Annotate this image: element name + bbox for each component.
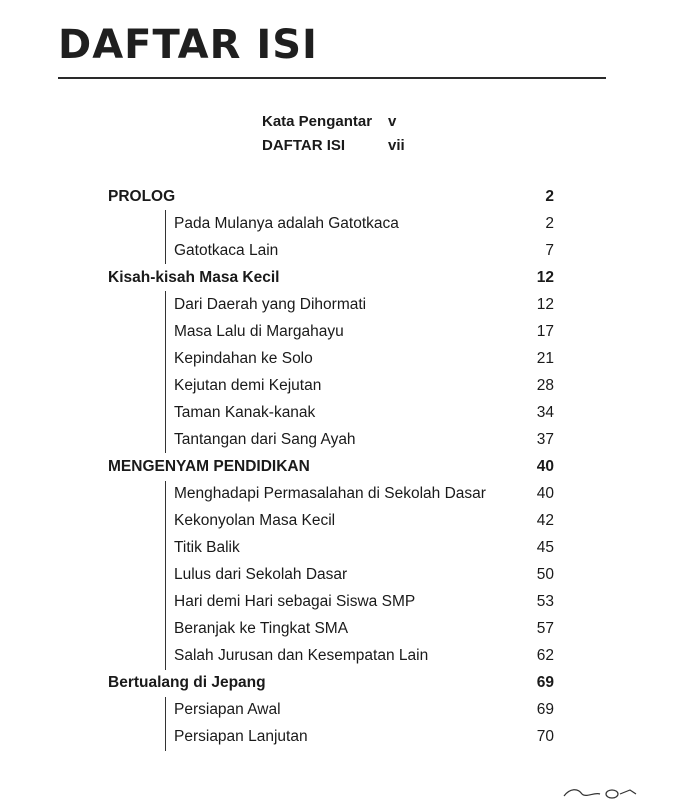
toc-section-row	[108, 237, 558, 264]
toc-chapter-title: PROLOG	[108, 187, 176, 205]
toc-section-title: Menghadapi Permasalahan di Sekolah Dasar	[174, 485, 486, 503]
toc-page-number: 21	[536, 349, 554, 367]
toc-page-number: 69	[536, 674, 554, 692]
toc-page-number: 12	[536, 295, 554, 313]
front-matter-label: Kata Pengantar	[262, 112, 373, 130]
toc-section-row	[108, 697, 558, 724]
toc-section-title: Hari demi Hari sebagai Siswa SMP	[174, 593, 416, 611]
decorative-doodle-icon	[560, 782, 640, 800]
toc-section-title: Salah Jurusan dan Kesempatan Lain	[174, 647, 429, 665]
front-matter-list	[262, 109, 405, 157]
toc-section-row	[108, 643, 558, 670]
toc-page-number: 28	[536, 376, 554, 394]
toc-chapter-row	[108, 264, 558, 291]
toc-section-title: Kejutan demi Kejutan	[174, 376, 322, 394]
toc-section-row	[108, 508, 558, 535]
front-matter-label: DAFTAR ISI	[262, 136, 346, 154]
toc-section-row	[108, 535, 558, 562]
toc-section-row	[108, 616, 558, 643]
toc-section-title: Pada Mulanya adalah Gatotkaca	[174, 214, 399, 232]
toc-section-row	[108, 318, 558, 345]
toc-chapter-title: MENGENYAM PENDIDIKAN	[108, 457, 310, 475]
toc-page-number: 70	[536, 728, 554, 746]
toc-page-number: 12	[536, 268, 554, 286]
toc-page-number: 42	[536, 512, 554, 530]
toc-section-row	[108, 399, 558, 426]
toc-section-title: Tantangan dari Sang Ayah	[174, 430, 356, 448]
toc-page-number: 57	[536, 620, 554, 638]
toc-chapter-title: Bertualang di Jepang	[108, 674, 266, 692]
table-of-contents	[108, 183, 558, 751]
front-matter-page: v	[388, 112, 397, 130]
toc-section-title: Gatotkaca Lain	[174, 241, 279, 259]
toc-page-number: 62	[536, 647, 554, 665]
toc-section-row	[108, 291, 558, 318]
toc-chapter-row	[108, 670, 558, 697]
front-matter-item	[262, 133, 405, 157]
toc-section-title: Lulus dari Sekolah Dasar	[174, 566, 348, 584]
toc-section-row	[108, 372, 558, 399]
toc-chapter-row	[108, 453, 558, 480]
toc-section-title: Titik Balik	[174, 539, 240, 557]
toc-section-row	[108, 589, 558, 616]
toc-section-title: Kekonyolan Masa Kecil	[174, 512, 336, 530]
toc-section-row	[108, 562, 558, 589]
toc-page-number: 53	[536, 593, 554, 611]
toc-section-row	[108, 426, 558, 453]
toc-page-number: 40	[536, 457, 554, 475]
toc-section-title: Persiapan Awal	[174, 701, 281, 719]
toc-page-number: 40	[536, 485, 554, 503]
toc-chapter-row	[108, 183, 558, 210]
page-title: DAFTAR ISI	[58, 22, 318, 68]
toc-page-number: 2	[545, 187, 554, 205]
toc-section-row	[108, 481, 558, 508]
toc-chapter-title: Kisah-kisah Masa Kecil	[108, 268, 280, 286]
toc-section-title: Beranjak ke Tingkat SMA	[174, 620, 349, 638]
front-matter-item	[262, 109, 405, 133]
toc-page-number: 7	[545, 241, 554, 259]
toc-section-row	[108, 724, 558, 751]
toc-section-row	[108, 345, 558, 372]
front-matter-page: vii	[388, 136, 405, 154]
toc-section-title: Persiapan Lanjutan	[174, 728, 308, 746]
toc-page-number: 45	[536, 539, 554, 557]
toc-section-title: Dari Daerah yang Dihormati	[174, 295, 367, 313]
toc-page-number: 69	[536, 701, 554, 719]
toc-page-number: 37	[536, 430, 554, 448]
toc-section-title: Kepindahan ke Solo	[174, 349, 313, 367]
toc-page-number: 17	[536, 322, 554, 340]
toc-section-title: Masa Lalu di Margahayu	[174, 322, 344, 340]
toc-page-number: 34	[536, 403, 554, 421]
toc-section-row	[108, 210, 558, 237]
toc-page-number: 2	[545, 214, 554, 232]
toc-section-title: Taman Kanak-kanak	[174, 403, 316, 421]
title-underline	[58, 77, 606, 79]
toc-page-number: 50	[536, 566, 554, 584]
